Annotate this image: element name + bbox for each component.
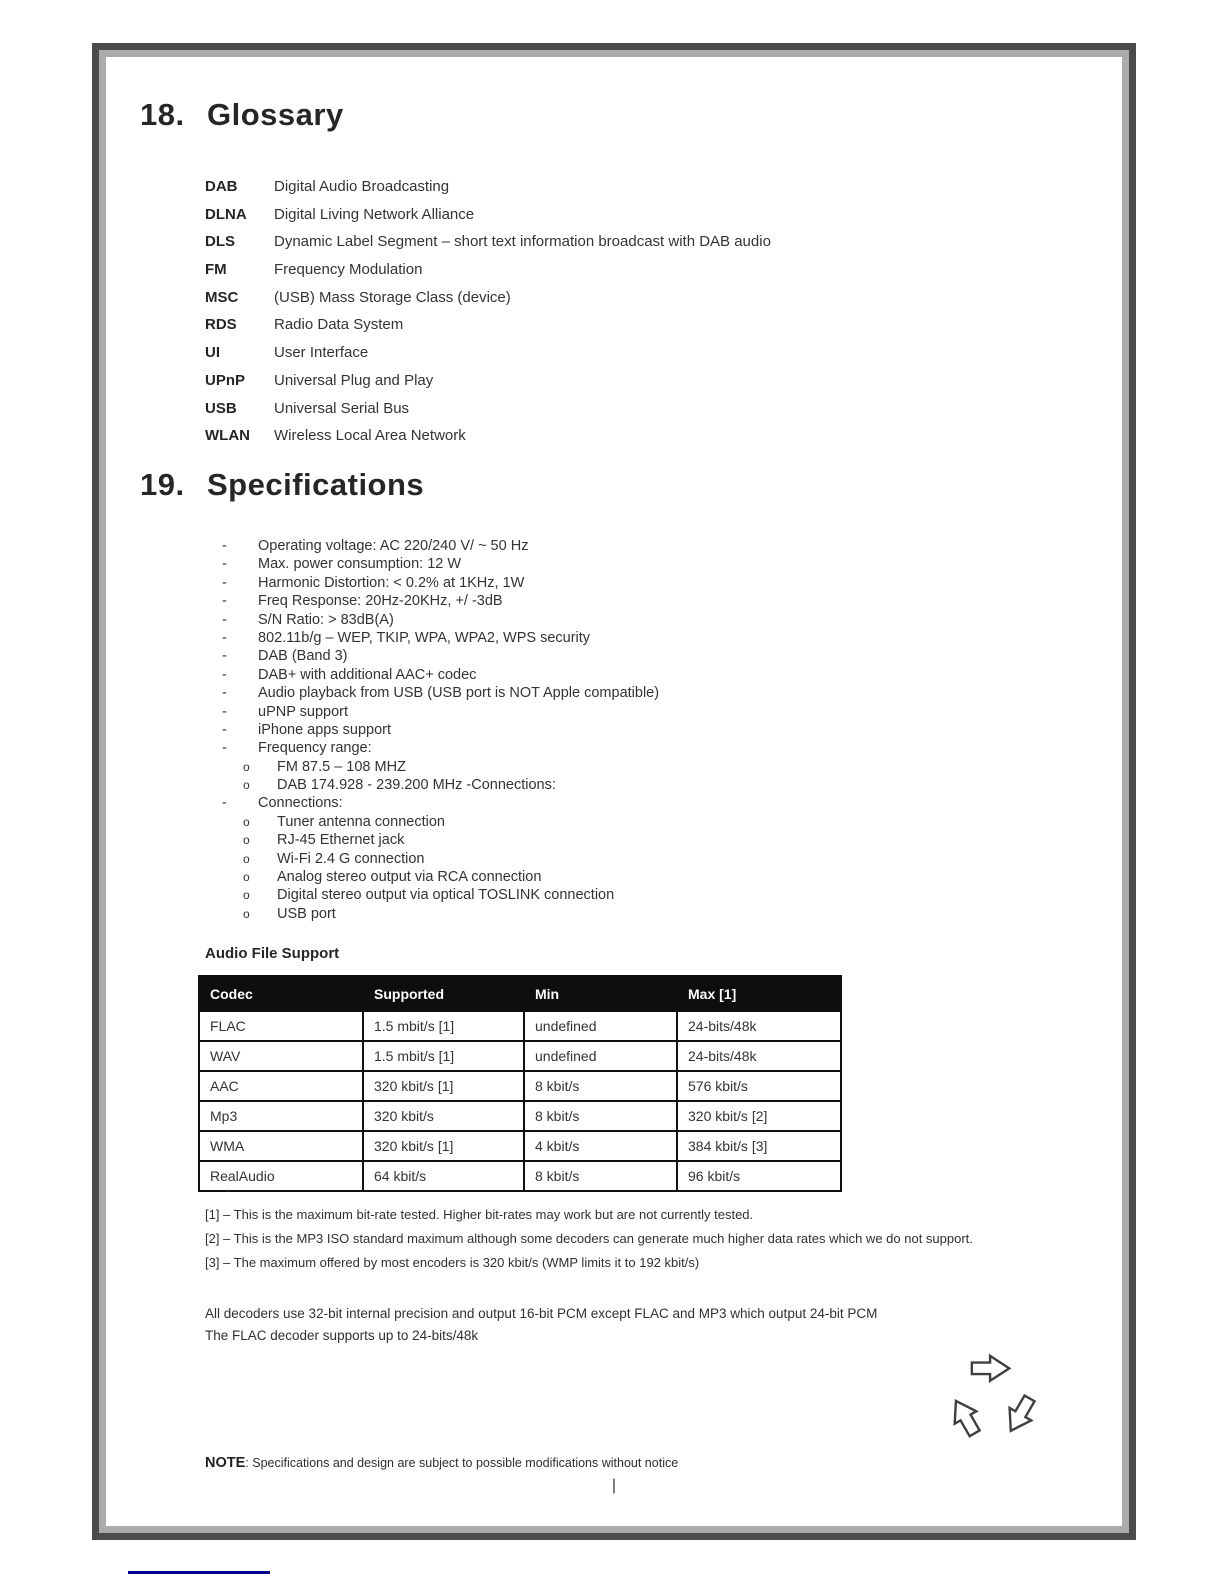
specification-text: Frequency range: <box>258 740 372 757</box>
bullet-marker: - <box>222 611 227 628</box>
specification-text: Harmonic Distortion: < 0.2% at 1KHz, 1W <box>258 574 525 591</box>
glossary-definition: Wireless Local Area Network <box>274 427 466 445</box>
glossary-entry <box>205 311 985 339</box>
table-header-cell: Max [1] <box>677 976 841 1011</box>
glossary-entry <box>205 173 985 201</box>
glossary-term: UPnP <box>205 371 246 389</box>
specification-item <box>205 868 1005 886</box>
supported-cell: 320 kbit/s [1] <box>363 1071 524 1101</box>
min-cell: 8 kbit/s <box>524 1071 677 1101</box>
specification-item <box>205 629 1005 647</box>
specification-text: RJ-45 Ethernet jack <box>277 832 405 849</box>
glossary-definition: Dynamic Label Segment – short text information broadcast with DAB audio <box>274 233 771 251</box>
bullet-marker: - <box>222 648 227 665</box>
glossary-term: DLNA <box>205 205 247 223</box>
glossary-term: FM <box>205 261 227 279</box>
max-cell: 24-bits/48k <box>677 1041 841 1071</box>
glossary-entry <box>205 201 985 229</box>
max-cell: 96 kbit/s <box>677 1161 841 1191</box>
specification-item <box>205 794 1005 812</box>
glossary-entry <box>205 422 985 450</box>
supported-cell: 64 kbit/s <box>363 1161 524 1191</box>
specification-text: Operating voltage: AC 220/240 V/ ~ 50 Hz <box>258 538 529 554</box>
glossary-term: WLAN <box>205 427 250 445</box>
bullet-marker: o <box>243 851 250 866</box>
specification-item <box>205 592 1005 610</box>
decoder-note: The FLAC decoder supports up to 24-bits/48k <box>205 1328 479 1343</box>
bullet-marker: - <box>222 538 227 554</box>
specification-item <box>205 776 1005 794</box>
glossary-term: RDS <box>205 316 237 334</box>
table-row <box>199 1011 841 1041</box>
specification-text: uPNP support <box>258 703 349 720</box>
page-border-inner <box>99 50 1129 1533</box>
supported-cell: 1.5 mbit/s [1] <box>363 1041 524 1071</box>
table-header-cell: Min <box>524 976 677 1011</box>
specification-text: Analog stereo output via RCA connection <box>277 869 542 886</box>
stray-dash: - <box>226 1181 231 1197</box>
specification-item <box>205 831 1005 849</box>
specification-item <box>205 666 1005 684</box>
specification-text: FM 87.5 – 108 MHZ <box>277 758 406 775</box>
specification-text: DAB (Band 3) <box>258 648 348 665</box>
glossary-term: UI <box>205 344 220 362</box>
bullet-marker: - <box>222 740 227 757</box>
bullet-marker: o <box>243 906 250 921</box>
specifications-section-number: 19. <box>140 467 185 502</box>
min-cell: 4 kbit/s <box>524 1131 677 1161</box>
bullet-marker: o <box>243 833 250 848</box>
page-border-outer <box>92 43 1136 1540</box>
specification-item <box>205 555 1005 573</box>
codec-cell: WMA <box>199 1131 363 1161</box>
bullet-marker: - <box>222 593 227 610</box>
max-cell: 320 kbit/s [2] <box>677 1101 841 1131</box>
bullet-marker: - <box>222 795 227 812</box>
glossary-definition: User Interface <box>274 344 369 362</box>
specification-text: Digital stereo output via optical TOSLINK connection <box>277 887 615 904</box>
bullet-marker: - <box>222 703 227 720</box>
glossary-list <box>205 173 985 450</box>
bullet-marker: - <box>222 574 227 591</box>
bullet-marker: o <box>243 778 250 793</box>
glossary-definition: Digital Audio Broadcasting <box>274 178 450 195</box>
specification-item <box>205 758 1005 776</box>
specifications-list <box>205 537 1005 923</box>
min-cell: 8 kbit/s <box>524 1161 677 1191</box>
specification-text: Audio playback from USB (USB port is NOT Apple compatible) <box>258 685 660 702</box>
glossary-definition: Radio Data System <box>274 316 404 334</box>
specification-item <box>205 850 1005 868</box>
footer-underline <box>128 1571 270 1574</box>
note-text: : Specifications and design are subject to possible modifications without notice <box>245 1456 679 1470</box>
min-cell: undefined <box>524 1011 677 1041</box>
glossary-term: DLS <box>205 233 235 251</box>
audio-codec-table <box>198 975 842 1192</box>
specification-item <box>205 684 1005 702</box>
supported-cell: 320 kbit/s [1] <box>363 1131 524 1161</box>
specification-text: 802.11b/g – WEP, TKIP, WPA, WPA2, WPS security <box>258 629 591 646</box>
codec-cell: FLAC <box>199 1011 363 1041</box>
audio-file-support-heading: Audio File Support <box>205 945 340 962</box>
bullet-marker: o <box>243 888 250 903</box>
glossary-term: USB <box>205 399 237 417</box>
max-cell: 576 kbit/s <box>677 1071 841 1101</box>
bullet-marker: - <box>222 666 227 683</box>
specifications-section-heading <box>140 467 424 503</box>
specification-text: Freq Response: 20Hz-20KHz, +/ -3dB <box>258 593 503 610</box>
specification-item <box>205 739 1005 757</box>
specification-text: Tuner antenna connection <box>277 813 445 830</box>
supported-cell: 320 kbit/s <box>363 1101 524 1131</box>
table-row <box>199 1101 841 1131</box>
glossary-entry <box>205 339 985 367</box>
specification-item <box>205 886 1005 904</box>
min-cell: 8 kbit/s <box>524 1101 677 1131</box>
specification-item <box>205 703 1005 721</box>
footnote: [1] – This is the maximum bit-rate tested. Higher bit-rates may work but are not currently tested. <box>205 1207 754 1222</box>
specification-text: Max. power consumption: 12 W <box>258 556 462 573</box>
glossary-entry <box>205 256 985 284</box>
specification-text: DAB 174.928 - 239.200 MHz -Connections: <box>277 777 556 794</box>
glossary-term: MSC <box>205 288 239 306</box>
glossary-entry <box>205 284 985 312</box>
footnote: [3] – The maximum offered by most encoders is 320 kbit/s (WMP limits it to 192 kbit/s) <box>205 1255 700 1270</box>
glossary-definition: Universal Serial Bus <box>274 399 410 417</box>
bullet-marker: - <box>222 721 227 738</box>
table-row <box>199 1071 841 1101</box>
footnote: [2] – This is the MP3 ISO standard maximum although some decoders can generate much higher data rates which we do not support. <box>205 1231 973 1246</box>
glossary-definition: Universal Plug and Play <box>274 371 434 389</box>
table-header-cell: Codec <box>199 976 363 1011</box>
specification-text: DAB+ with additional AAC+ codec <box>258 666 477 683</box>
specification-text: iPhone apps support <box>258 721 392 738</box>
glossary-section-heading <box>140 97 344 133</box>
glossary-entry <box>205 367 985 395</box>
glossary-definition: Frequency Modulation <box>274 261 423 279</box>
recycle-icon <box>939 1352 1045 1448</box>
glossary-term: DAB <box>205 178 238 195</box>
glossary-section-title: Glossary <box>207 97 344 132</box>
max-cell: 24-bits/48k <box>677 1011 841 1041</box>
glossary-section-number: 18. <box>140 97 185 132</box>
specification-item <box>205 537 1005 555</box>
bullet-marker: o <box>243 814 250 829</box>
page-number-marker: | <box>611 1477 617 1494</box>
table-header-cell: Supported <box>363 976 524 1011</box>
codec-cell: RealAudio <box>199 1161 363 1191</box>
codec-cell: AAC <box>199 1071 363 1101</box>
table-row <box>199 1041 841 1071</box>
bullet-marker: o <box>243 759 250 774</box>
specification-text: Connections: <box>258 795 343 812</box>
codec-cell: Mp3 <box>199 1101 363 1131</box>
bullet-marker: - <box>222 629 227 646</box>
footer-note <box>205 1455 678 1471</box>
specification-item <box>205 905 1005 923</box>
glossary-definition: Digital Living Network Alliance <box>274 205 475 223</box>
min-cell: undefined <box>524 1041 677 1071</box>
specifications-section-title: Specifications <box>207 467 425 502</box>
bullet-marker: - <box>222 556 227 573</box>
specification-text: S/N Ratio: > 83dB(A) <box>258 611 394 628</box>
bullet-marker: - <box>222 685 227 702</box>
specification-item <box>205 574 1005 592</box>
table-row <box>199 1131 841 1161</box>
manual-page <box>106 57 1122 1526</box>
table-footnotes <box>205 1203 1085 1275</box>
specification-text: USB port <box>277 905 336 922</box>
glossary-definition: (USB) Mass Storage Class (device) <box>274 288 511 306</box>
max-cell: 384 kbit/s [3] <box>677 1131 841 1161</box>
glossary-entry <box>205 228 985 256</box>
decoder-note: All decoders use 32-bit internal precision and output 16-bit PCM except FLAC and MP3 which output 24-bit PCM <box>205 1306 878 1321</box>
decoder-notes <box>205 1303 1025 1347</box>
specification-item <box>205 647 1005 665</box>
table-header-row <box>199 976 841 1011</box>
specification-text: Wi-Fi 2.4 G connection <box>277 850 425 867</box>
specification-item <box>205 611 1005 629</box>
table-row <box>199 1161 841 1191</box>
specification-item <box>205 721 1005 739</box>
bullet-marker: o <box>243 870 250 885</box>
supported-cell: 1.5 mbit/s [1] <box>363 1011 524 1041</box>
note-label: NOTE <box>205 1455 246 1471</box>
specification-item <box>205 813 1005 831</box>
glossary-entry <box>205 395 985 423</box>
codec-cell: WAV <box>199 1041 363 1071</box>
